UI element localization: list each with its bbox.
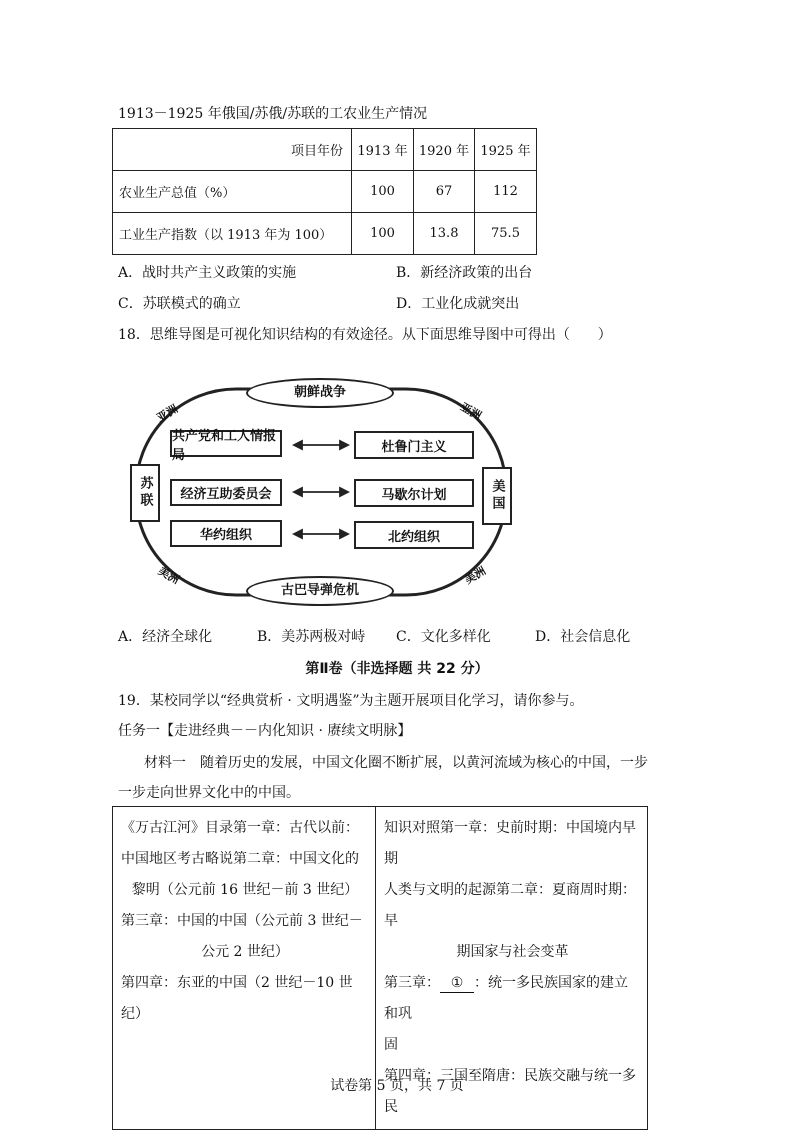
cell-text: 第三章：: [384, 975, 440, 991]
mindmap-left-item: 共产党和工人情报局: [170, 430, 282, 457]
header-label: 项目年份: [113, 129, 352, 171]
mindmap-region-america-right: 美洲: [462, 564, 489, 587]
cell-line: 中国地区考古略说第二章：中国文化的: [121, 851, 359, 867]
production-table: [112, 128, 537, 255]
header-year: 1925 年: [475, 129, 537, 171]
q18-option-a: A．经济全球化: [118, 629, 213, 645]
mindmap-top-ellipse: 朝鲜战争: [246, 378, 394, 408]
q18-option-b: B．美苏两极对峙: [257, 629, 366, 645]
cell-line: 固: [384, 1037, 398, 1053]
mindmap-right-item: 马歇尔计划: [354, 479, 474, 507]
mindmap-bottom-ellipse: 古巴导弹危机: [246, 576, 394, 606]
cell-line: 人类与文明的起源第二章：夏商周时期：早: [384, 882, 636, 929]
q19-task1: 任务一【走进经典－－内化知识 · 赓续文明脉】: [118, 723, 412, 739]
cell-line: 知识对照第一章：史前时期：中国境内早期: [384, 820, 636, 867]
table-cell: 13.8: [414, 213, 475, 255]
q18-stem: 18．思维导图是可视化知识结构的有效途径。从下面思维导图中可得出（ ）: [118, 327, 612, 343]
mindmap-left-item: 华约组织: [170, 520, 282, 547]
mindmap-right-item: 杜鲁门主义: [354, 431, 474, 459]
table-row: [113, 171, 537, 213]
table-header-row: [113, 129, 537, 171]
q17-option-d: D．工业化成就突出: [396, 296, 520, 312]
mindmap-country-left: 苏联: [130, 464, 160, 522]
mindmap-region-asia-left: 亚洲: [154, 402, 181, 425]
header-year: 1913 年: [352, 129, 414, 171]
page-footer: 试卷第 5 页，共 7 页: [330, 1078, 464, 1094]
row-label: 农业生产总值（%）: [113, 171, 352, 213]
cell-line: 第四章：三国至隋唐：民族交融与统一多民: [384, 1068, 636, 1115]
header-year: 1920 年: [414, 129, 475, 171]
table-cell: 100: [352, 213, 414, 255]
mindmap-country-right: 美国: [482, 467, 512, 525]
table-cell: 67: [414, 171, 475, 213]
mind-map: [128, 375, 514, 610]
table-cell: 100: [352, 171, 414, 213]
mindmap-region-asia-right: 亚洲: [457, 400, 484, 423]
q18-option-d: D．社会信息化: [535, 629, 631, 645]
q19-material-line: 材料一 随着历史的发展，中国文化圈不断扩展，以黄河流域为核心的中国，一步: [144, 755, 648, 771]
cell-line: 公元 2 世纪）: [201, 944, 289, 960]
q17-option-a: A．战时共产主义政策的实施: [118, 265, 297, 281]
table-cell: 112: [475, 171, 537, 213]
cell-line: 第四章：东亚的中国（2 世纪－10 世纪）: [121, 975, 353, 1022]
mindmap-right-item: 北约组织: [354, 521, 474, 549]
table1-caption: 1913－1925 年俄国/苏俄/苏联的工农业生产情况: [118, 106, 428, 122]
cell-line: 黎明（公元前 16 世纪－前 3 世纪）: [131, 882, 359, 898]
cell-line: [384, 968, 641, 1030]
cell-line: 《万古江河》目录第一章：古代以前：: [121, 820, 359, 836]
cell-text: ：统一多民族国家的建立和巩: [384, 975, 628, 1022]
cell-line: 期国家与社会变革: [456, 944, 569, 960]
q19-stem: 19．某校同学以“经典赏析 · 文明遇鉴”为主题开展项目化学习，请你参与。: [118, 693, 584, 709]
q17-option-c: C．苏联模式的确立: [118, 296, 241, 312]
q17-option-b: B．新经济政策的出台: [396, 265, 533, 281]
section-title: 第Ⅱ卷（非选择题 共 22 分）: [305, 661, 489, 677]
q18-option-c: C．文化多样化: [396, 629, 491, 645]
answer-blank: ①: [440, 974, 474, 993]
row-label: 工业生产指数（以 1913 年为 100）: [113, 213, 352, 255]
q19-material-line: 一步走向世界文化中的中国。: [118, 785, 300, 801]
cell-line: 第三章：中国的中国（公元前 3 世纪－: [121, 913, 363, 929]
table-cell: 75.5: [475, 213, 537, 255]
table-row: [113, 213, 537, 255]
mindmap-region-america-left: 美洲: [155, 564, 182, 587]
mindmap-left-item: 经济互助委员会: [170, 479, 282, 506]
